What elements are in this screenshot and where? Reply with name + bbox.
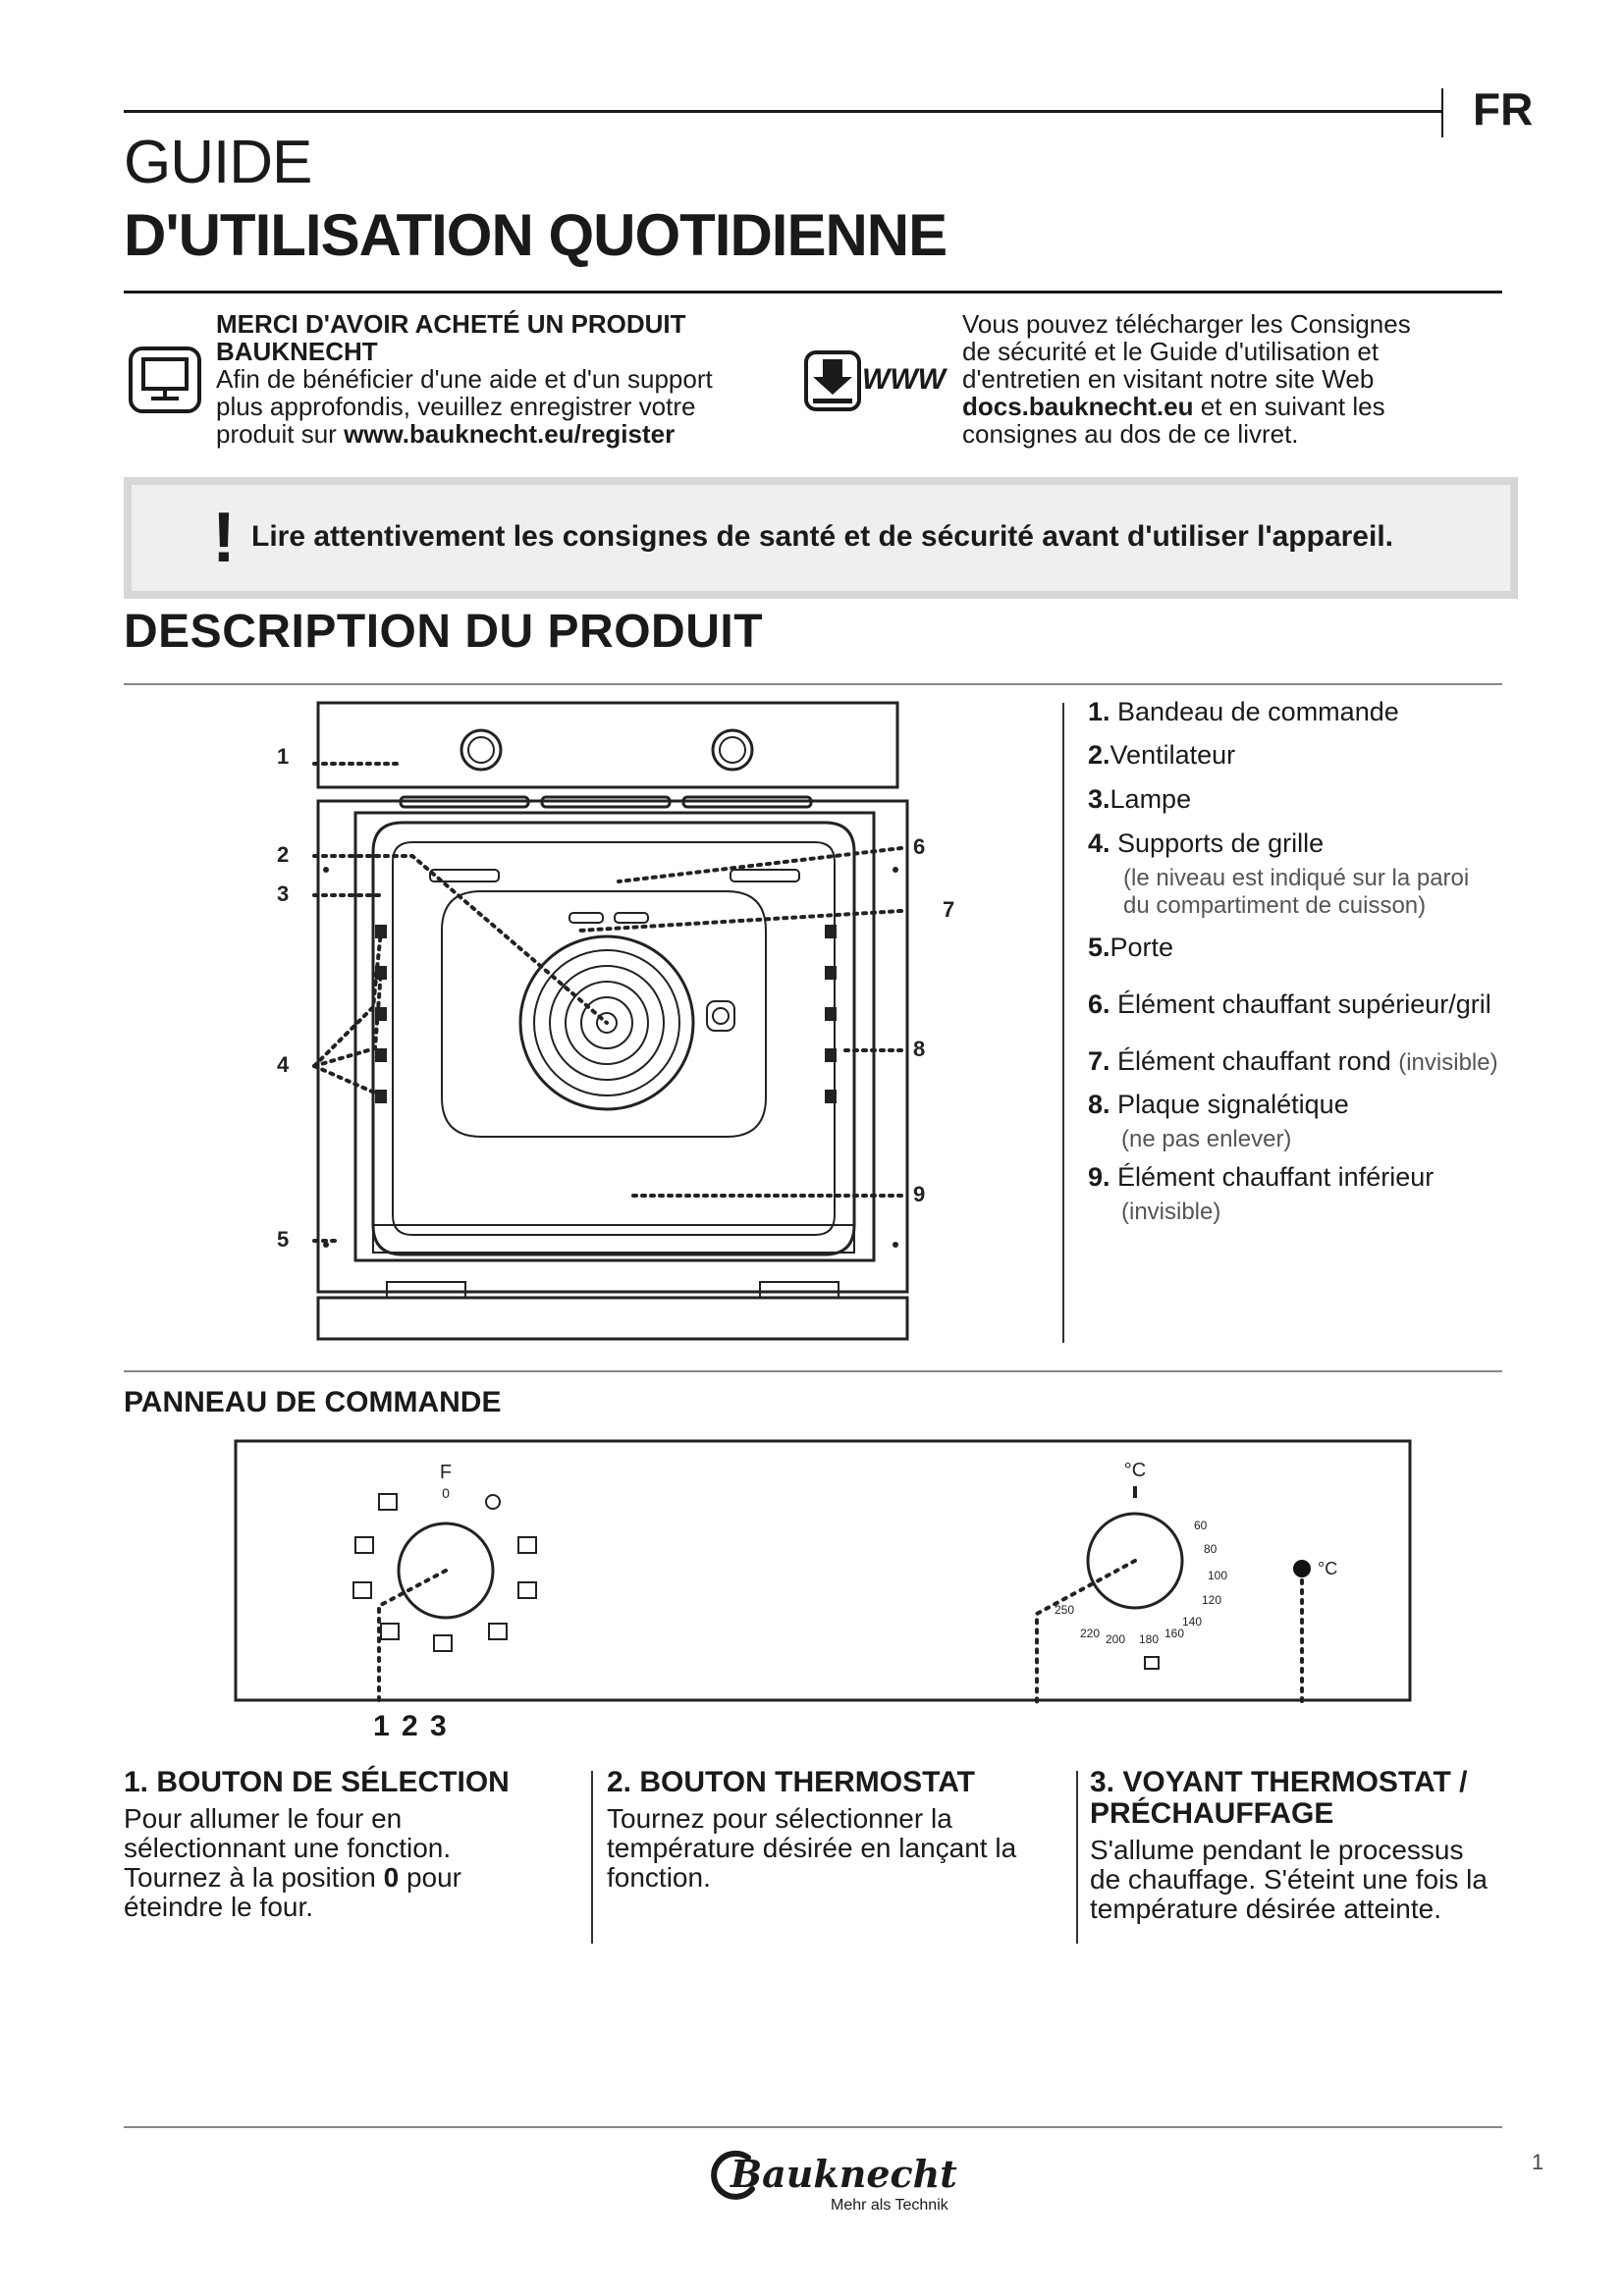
temp-250: 250	[1055, 1603, 1075, 1617]
thermostat-indicator-lamp	[1293, 1560, 1311, 1577]
legend-item-9: 9. Élément chauffant inférieur	[1088, 1162, 1435, 1192]
logo-wordmark: Bauknecht	[731, 2152, 957, 2196]
legend-item-4: 4. Supports de grille	[1088, 828, 1325, 858]
page-title-line2: D'UTILISATION QUOTIDIENNE	[124, 202, 947, 268]
register-block	[216, 310, 805, 448]
thermostat-lamp-heading-2: PRÉCHAUFFAGE	[1090, 1797, 1334, 1830]
legend-item-4-note-1: (le niveau est indiqué sur la paroi	[1123, 865, 1470, 891]
thermostat-unit-label: °C	[1123, 1460, 1147, 1481]
control-panel-strip	[318, 703, 897, 787]
download-text-2: de sécurité et le Guide d'utilisation et	[962, 337, 1380, 366]
register-url-link[interactable]: www.bauknecht.eu/register	[344, 419, 676, 449]
temp-180: 180	[1139, 1632, 1160, 1646]
temp-60: 60	[1194, 1519, 1208, 1532]
legend-item-1: 1. Bandeau de commande	[1088, 697, 1399, 726]
logo-tagline: Mehr als Technik	[831, 2197, 948, 2214]
product-description-title: DESCRIPTION DU PRODUIT	[124, 606, 764, 658]
page-title-line1: GUIDE	[124, 129, 312, 196]
indicator-unit-label: °C	[1318, 1559, 1338, 1578]
temp-220: 220	[1080, 1627, 1101, 1640]
register-heading-1: MERCI D'AVOIR ACHETÉ UN PRODUIT	[216, 309, 686, 339]
callout-2: 2	[277, 842, 290, 867]
www-label: WWW	[862, 363, 946, 396]
callout-9: 9	[913, 1182, 926, 1206]
exclamation-icon: !	[212, 499, 236, 577]
legend-item-4-note-2: du compartiment de cuisson)	[1123, 892, 1427, 919]
function-icon-bottom	[353, 1582, 371, 1598]
download-text-3: d'entretien en visitant notre site Web	[962, 364, 1375, 394]
temp-100: 100	[1208, 1569, 1228, 1582]
thermostat-button-heading: 2. BOUTON THERMOSTAT	[607, 1766, 975, 1798]
computer-icon	[128, 346, 202, 414]
legend-item-7: 7. Élément chauffant rond (invisible)	[1088, 1046, 1498, 1076]
thermostat-button-description: 2. BOUTON THERMOSTAT Tournez pour sélectionner la température désirée en lançant la fonction.	[607, 1767, 1039, 1893]
download-text-5: consignes au dos de ce livret.	[962, 419, 1299, 449]
legend-item-5: 5.Porte	[1088, 933, 1174, 962]
temp-160: 160	[1164, 1627, 1185, 1640]
temp-140: 140	[1182, 1615, 1203, 1629]
legend-item-8-note: (ne pas enlever)	[1121, 1126, 1292, 1152]
legend-item-3: 3.Lampe	[1088, 784, 1192, 814]
legend-item-6: 6. Élément chauffant supérieur/gril	[1088, 989, 1491, 1019]
oven-door	[318, 1298, 907, 1339]
product-title-rule	[124, 683, 1502, 685]
column-divider-1	[591, 1771, 593, 1944]
register-heading-2: BAUKNECHT	[216, 337, 378, 366]
footer-rule	[124, 2126, 1502, 2128]
column-divider-2	[1076, 1771, 1078, 1944]
language-code: FR	[1473, 83, 1534, 134]
panel-section-rule	[124, 1370, 1502, 1372]
selector-zero-label: 0	[442, 1485, 450, 1501]
thermostat-lamp-heading-1: 3. VOYANT THERMOSTAT /	[1090, 1766, 1468, 1798]
download-icon	[803, 349, 862, 412]
selector-top-label: F	[439, 1462, 453, 1483]
legend-item-8: 8. Plaque signalétique	[1088, 1090, 1349, 1119]
selector-button-heading: 1. BOUTON DE SÉLECTION	[124, 1766, 510, 1798]
panel-callout-numbers: 1 2 3	[373, 1710, 449, 1742]
function-icon-convection	[381, 1624, 399, 1639]
oven-body	[318, 801, 907, 1292]
lamp-drawing	[707, 1001, 734, 1031]
temp-80: 80	[1204, 1542, 1218, 1556]
temp-120: 120	[1202, 1593, 1222, 1607]
function-icon-eco	[489, 1624, 507, 1639]
callout-4: 4	[277, 1052, 290, 1077]
register-text-1: Afin de bénéficier d'une aide et d'un support	[216, 364, 713, 394]
header-rule-tick	[1441, 88, 1443, 137]
panel-frame	[236, 1441, 1410, 1700]
title-bottom-rule	[124, 291, 1502, 294]
download-block	[962, 310, 1512, 448]
function-icon-top-bottom	[518, 1537, 536, 1553]
function-icon-turbo-grill	[434, 1635, 452, 1651]
bauknecht-logo	[709, 2148, 964, 2226]
oven-cavity	[373, 823, 854, 1255]
function-icon-defrost	[379, 1494, 397, 1510]
register-text-2: plus approfondis, veuillez enregistrer votre	[216, 392, 696, 421]
selector-button-description: 1. BOUTON DE SÉLECTION Pour allumer le four en sélectionnant une fonction. Tournez à la position 0 pour éteindre le four.	[124, 1767, 556, 1922]
download-text-4: docs.bauknecht.eu et en suivant les	[962, 392, 1385, 421]
callout-3: 3	[277, 881, 290, 906]
register-text-3: produit sur www.bauknecht.eu/register	[216, 419, 676, 449]
safety-warning-box	[124, 477, 1518, 599]
legend-item-2: 2.Ventilateur	[1088, 740, 1236, 770]
temp-200: 200	[1106, 1632, 1126, 1646]
page-number: 1	[1532, 2150, 1544, 2174]
legend-divider	[1062, 703, 1064, 1343]
safety-warning-text: Lire attentivement les consignes de santé et de sécurité avant d'utiliser l'appareil.	[251, 520, 1393, 553]
callout-5: 5	[277, 1227, 290, 1252]
callout-1: 1	[277, 744, 290, 769]
callout-6: 6	[913, 834, 926, 859]
download-text-1: Vous pouvez télécharger les Consignes	[962, 309, 1411, 339]
oven-diagram	[265, 695, 972, 1343]
legend-item-9-note: (invisible)	[1121, 1199, 1221, 1225]
thermostat-oven-icon	[1145, 1657, 1159, 1669]
function-icon-fan	[355, 1537, 373, 1553]
thermostat-lamp-description: 3. VOYANT THERMOSTAT / PRÉCHAUFFAGE S'allume pendant le processus de chauffage. S'éteint une fois la température désirée atteinte.	[1090, 1767, 1522, 1924]
control-panel-diagram	[232, 1437, 1420, 1732]
function-icon-lamp	[486, 1495, 500, 1509]
callout-7: 7	[943, 897, 955, 922]
callout-8: 8	[913, 1037, 926, 1061]
function-icon-grill	[518, 1582, 536, 1598]
control-panel-title: PANNEAU DE COMMANDE	[124, 1386, 502, 1418]
docs-url-link[interactable]: docs.bauknecht.eu	[962, 392, 1194, 421]
header-top-rule	[124, 110, 1443, 113]
